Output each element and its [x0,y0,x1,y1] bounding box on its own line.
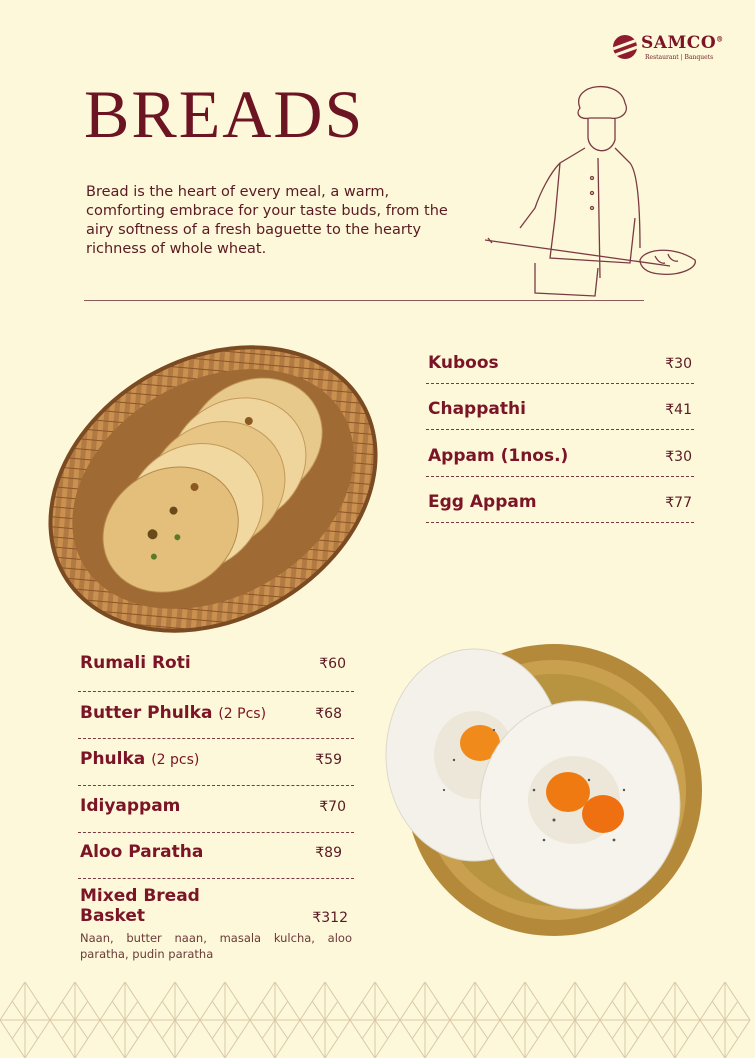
menu-item-rumali-roti [78,650,354,692]
item-name: Rumali Roti [80,653,191,673]
menu-item-appam [426,443,694,477]
brand-name: SAMCO [641,33,717,53]
item-quantity: (2 pcs) [151,752,200,768]
menu-item-phulka [78,746,354,786]
item-name: Kuboos [428,353,499,373]
item-price: ₹312 [312,910,348,926]
samco-logo [613,33,723,65]
menu-item-egg-appam [426,489,694,523]
menu-item-butter-phulka [78,700,354,739]
item-name-line1: Mixed Bread [80,886,200,906]
item-name-line2: Basket [80,906,146,926]
menu-item-mixed-bread-basket [78,886,354,930]
egg-appam-image [384,640,704,940]
brand-tagline: Restaurant | Banquets [645,54,714,61]
item-price: ₹30 [665,356,692,372]
item-quantity: (2 Pcs) [218,706,267,722]
menu-item-idiyappam [78,793,354,833]
menu-item-aloo-paratha [78,839,354,879]
intro-text: Bread is the heart of every meal, a warm, comforting embrace for your taste buds, from the airy softness of a fresh baguette to the hearty richness of whole wheat. [86,184,448,257]
item-name: Phulka [80,749,146,769]
chef-illustration [480,78,710,308]
item-price: ₹60 [319,656,346,672]
menu-item-kuboos [426,350,694,384]
registered-mark: ® [716,34,724,44]
item-price: ₹77 [665,495,692,511]
item-name: Aloo Paratha [80,842,204,862]
item-price: ₹68 [315,706,342,722]
item-name: Appam (1nos.) [428,446,569,466]
page-title: BREADS [84,76,365,152]
samco-logo-mark-icon [613,35,637,59]
item-name: Butter Phulka [80,703,213,723]
item-name: Idiyappam [80,796,181,816]
item-price: ₹30 [665,449,692,465]
decorative-border-pattern [0,982,755,1058]
item-name: Chappathi [428,399,526,419]
item-price: ₹70 [319,799,346,815]
item-name: Egg Appam [428,492,537,512]
bread-basket-image [38,338,388,640]
item-price: ₹59 [315,752,342,768]
menu-item-chappathi [426,396,694,430]
item-price: ₹41 [665,402,692,418]
item-price: ₹89 [315,845,342,861]
item-description: Naan, butter naan, masala kulcha, aloo paratha, pudin paratha [80,931,352,961]
